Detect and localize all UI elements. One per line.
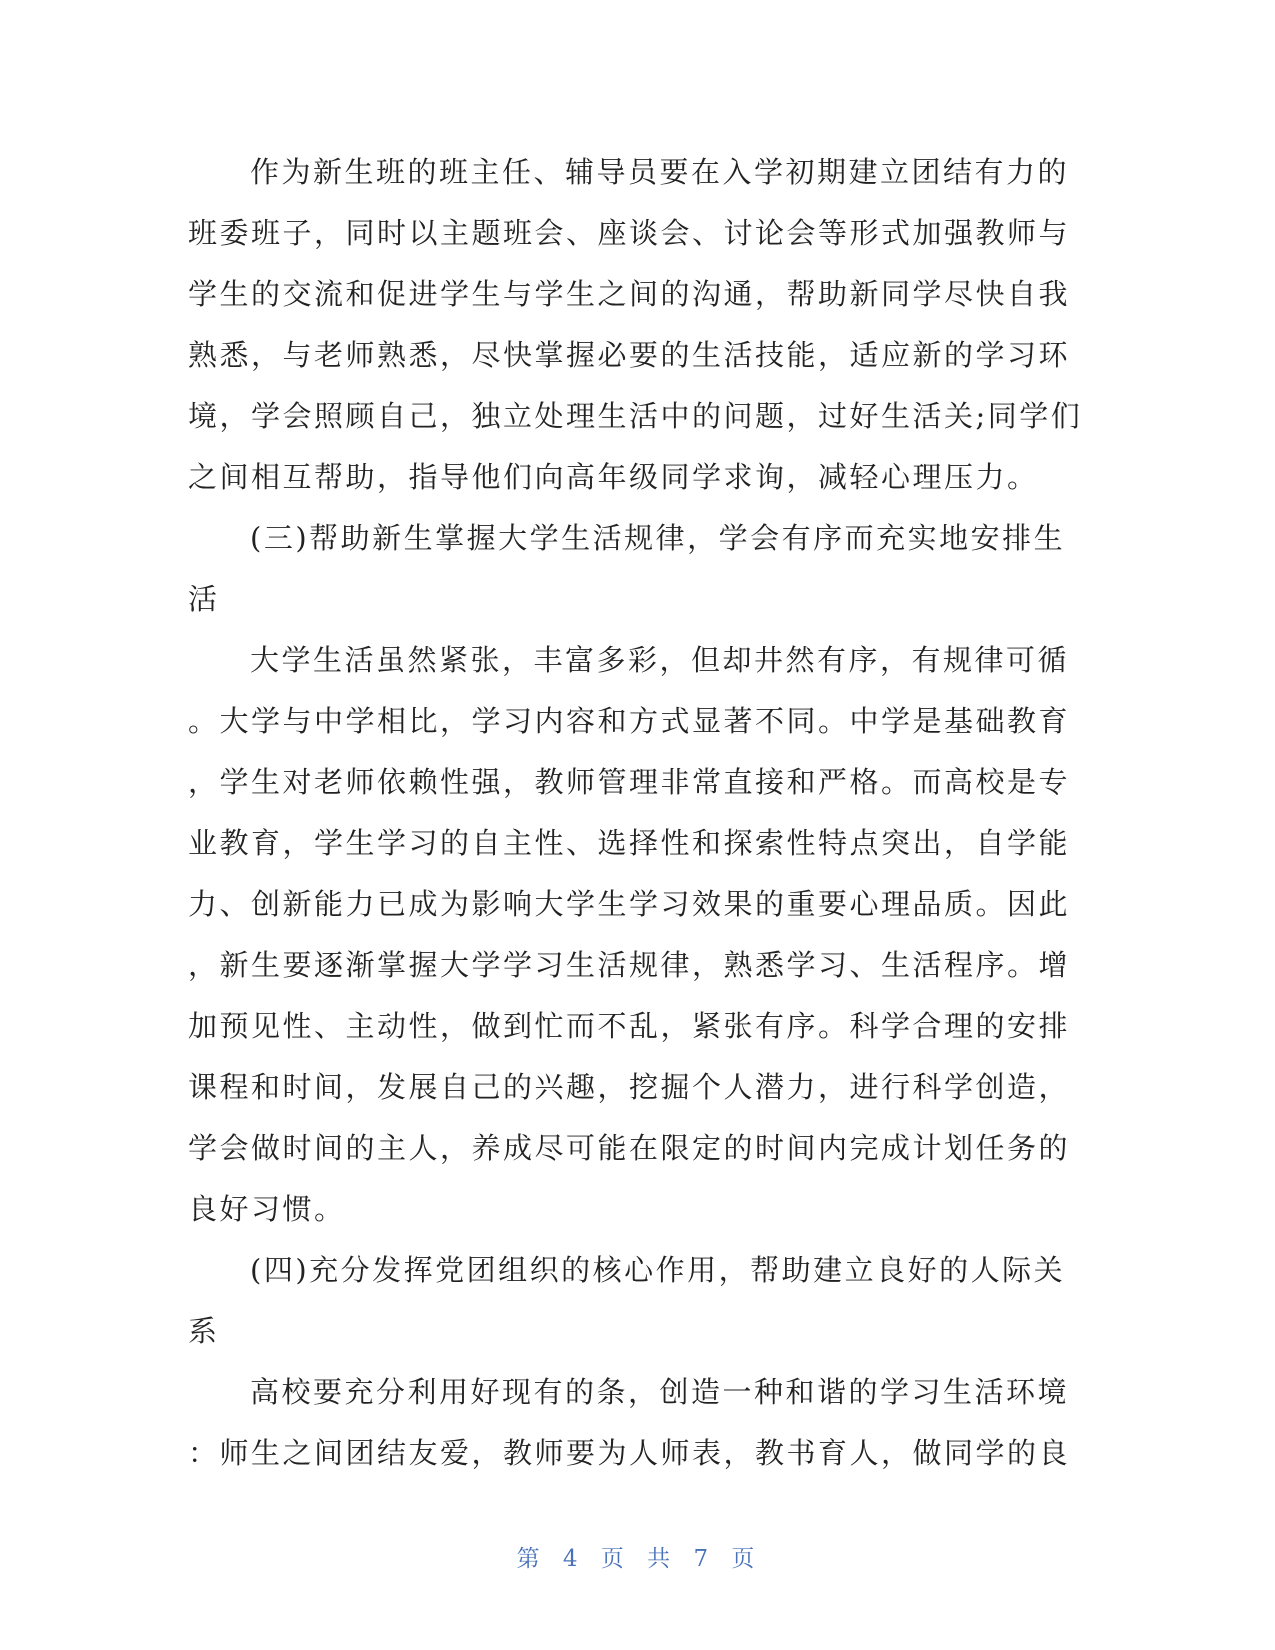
footer-di: 第 (516, 1546, 544, 1572)
footer-page-number: 4 (562, 1546, 582, 1572)
paragraph-line: 力、创新能力已成为影响大学生学习效果的重要心理品质。因此 (188, 887, 1071, 921)
paragraph-line: 加预见性、主动性，做到忙而不乱，紧张有序。科学合理的安排 (188, 1009, 1071, 1043)
paragraph-line: 业教育，学生学习的自主性、选择性和探索性特点突出，自学能 (188, 826, 1071, 860)
paragraph-line: 境，学会照顾自己，独立处理生活中的问题，过好生活关;同学们 (188, 399, 1083, 433)
paragraph-line: ：师生之间团结友爱，教师要为人师表，教书育人，做同学的良 (188, 1436, 1071, 1470)
paragraph-line: 学生的交流和促进学生与学生之间的沟通，帮助新同学尽快自我 (188, 277, 1071, 311)
footer-gong: 共 (647, 1546, 675, 1572)
paragraph-line: 课程和时间，发展自己的兴趣，挖掘个人潜力，进行科学创造， (188, 1070, 1071, 1104)
paragraph-line: ，新生要逐渐掌握大学学习生活规律，熟悉学习、生活程序。增 (188, 948, 1071, 982)
paragraph-line: 班委班子，同时以主题班会、座谈会、讨论会等形式加强教师与 (188, 216, 1071, 250)
paragraph-line: 之间相互帮助，指导他们向高年级同学求询，减轻心理压力。 (188, 460, 1039, 494)
paragraph-line: 作为新生班的班主任、辅导员要在入学初期建立团结有力的 (250, 155, 1070, 189)
section-heading-line: (四)充分发挥党团组织的核心作用，帮助建立良好的人际关 (250, 1253, 1066, 1287)
section-heading-line: (三)帮助新生掌握大学生活规律，学会有序而充实地安排生 (250, 521, 1066, 555)
paragraph-line: 熟悉，与老师熟悉，尽快掌握必要的生活技能，适应新的学习环 (188, 338, 1071, 372)
paragraph-line: ，学生对老师依赖性强，教师管理非常直接和严格。而高校是专 (188, 765, 1071, 799)
paragraph-line: 良好习惯。 (188, 1192, 346, 1226)
document-body (188, 142, 1083, 1484)
paragraph-line: 大学生活虽然紧张，丰富多彩，但却井然有序，有规律可循 (250, 643, 1070, 677)
paragraph-line: 高校要充分利用好现有的条，创造一种和谐的学习生活环境 (250, 1375, 1070, 1409)
paragraph-line: 学会做时间的主人，养成尽可能在限定的时间内完成计划任务的 (188, 1131, 1071, 1165)
section-heading-line: 系 (188, 1314, 220, 1348)
page-footer (0, 1540, 1275, 1573)
footer-ye-2: 页 (731, 1546, 759, 1572)
footer-ye: 页 (600, 1546, 628, 1572)
section-heading-line: 活 (188, 582, 220, 616)
paragraph-line: 。大学与中学相比，学习内容和方式显著不同。中学是基础教育 (188, 704, 1071, 738)
footer-total-pages: 7 (693, 1546, 713, 1572)
